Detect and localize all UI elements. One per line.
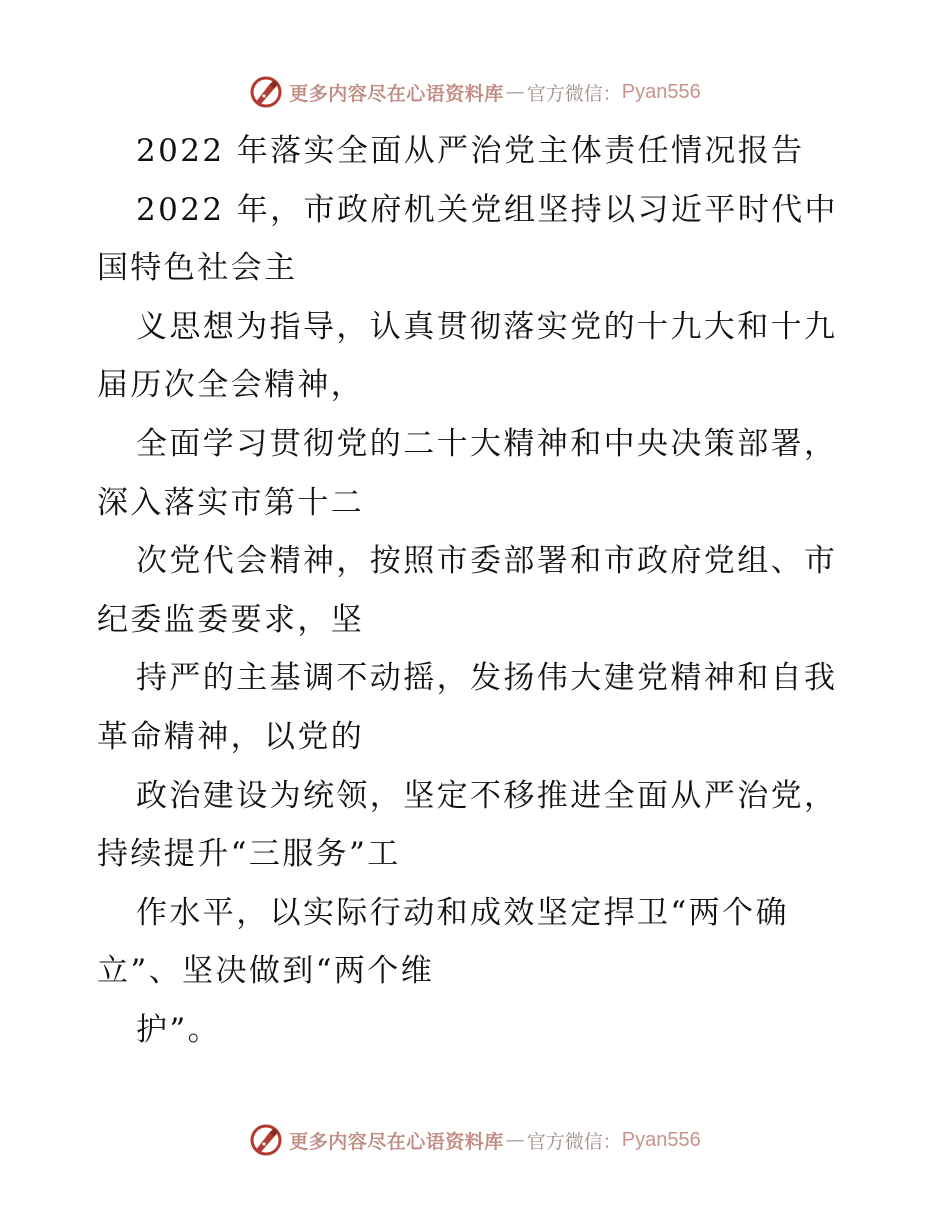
text-line: 纪委监委要求，坚 xyxy=(97,601,365,638)
text-line: 作水平，以实际行动和成效坚定捍卫“两个确 xyxy=(136,894,789,931)
pen-nib-logo-icon xyxy=(249,75,283,109)
banner-wechat-id: Pyan556 xyxy=(621,1128,701,1151)
text-line: 全面学习贯彻党的二十大精神和中央决策部署， xyxy=(136,425,838,462)
text-line: 持续提升“三服务”工 xyxy=(97,836,401,873)
footer-watermark-banner xyxy=(0,1120,950,1160)
banner-official-label: 官方微信： xyxy=(526,82,622,105)
text-line: 立”、坚决做到“两个维 xyxy=(97,953,435,990)
banner-wechat-id: Pyan556 xyxy=(621,80,701,103)
banner-official-label: 官方微信： xyxy=(526,1130,622,1153)
banner-dash: — xyxy=(505,81,525,103)
text-line: 深入落实市第十二 xyxy=(97,484,365,521)
banner-tagline: 更多内容尽在心语资料库 xyxy=(289,1130,504,1153)
text-line: 次党代会精神，按照市委部署和市政府党组、市 xyxy=(136,543,838,580)
text-line: 届历次全会精神， xyxy=(97,367,365,404)
text-line: 义思想为指导，认真贯彻落实党的十九大和十九 xyxy=(136,308,838,345)
text-line: 政治建设为统领，坚定不移推进全面从严治党， xyxy=(136,777,838,814)
banner-tagline: 更多内容尽在心语资料库 xyxy=(289,82,504,105)
document-title: 2022 年落实全面从严治党主体责任情况报告 xyxy=(136,133,805,169)
pen-nib-logo-icon xyxy=(249,1123,283,1157)
text-line: 革命精神，以党的 xyxy=(97,718,365,755)
text-line: 2022 年，市政府机关党组坚持以习近平时代中 xyxy=(136,191,838,228)
banner-dash: — xyxy=(505,1129,525,1151)
text-line: 护”。 xyxy=(136,1011,222,1048)
text-line: 持严的主基调不动摇，发扬伟大建党精神和自我 xyxy=(136,660,838,697)
text-line: 国特色社会主 xyxy=(97,250,298,287)
document-body xyxy=(97,122,857,1060)
header-watermark-banner xyxy=(0,72,950,112)
